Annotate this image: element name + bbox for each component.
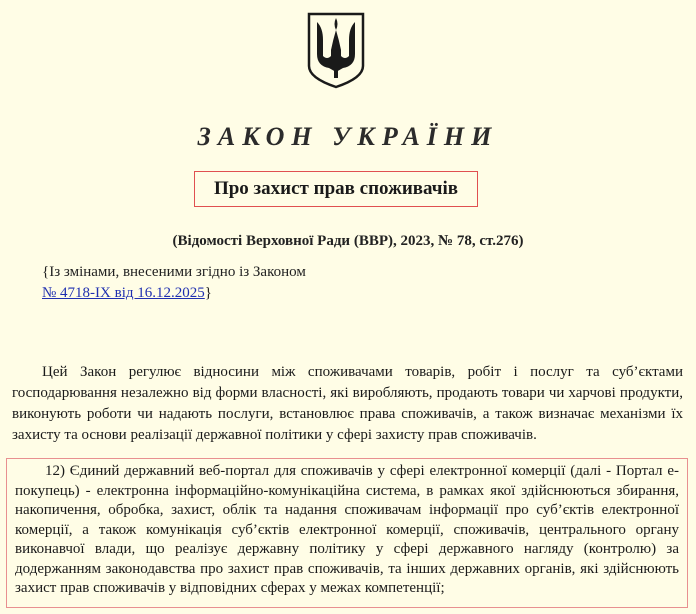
preamble-paragraph: Цей Закон регулює відносини між споживачами товарів, робіт і послуг та суб’єктами господарювання незалежно від форми власності, які виробляють, продають товари чи харчові продукти, виконують роботи чи надають послуги, встановлює права споживачів, а також визначає механізми їх захисту та основи реалізації державної політики у сфері захисту прав споживачів. — [12, 364, 683, 443]
publication-source: (Відомості Верховної Ради (ВВР), 2023, № 78, ст.276) — [172, 233, 524, 249]
amendment-law-link[interactable]: № 4718-IX від 16.12.2025 — [42, 285, 205, 301]
law-title: ЗАКОН УКРАЇНИ — [197, 122, 499, 151]
amendments-suffix: } — [204, 285, 212, 301]
highlighted-definition — [6, 458, 688, 608]
law-subtitle: Про захист прав споживачів — [194, 171, 478, 207]
amendments-note — [42, 262, 442, 304]
tryzub-icon — [305, 10, 367, 90]
amendments-prefix: {Із змінами, внесеними згідно із Законом — [42, 264, 306, 280]
coat-of-arms — [305, 10, 367, 90]
definition-item-12: 12) Єдиний державний веб-портал для споживачів у сфері електронної комерції (далі - Портал е-покупець) - електронна інформаційно-комунікаційна система, в рамках якої здійснюються збирання, накопичення, обробка, захист, облік та надання споживачам інформації про суб’єктів електронної комерції, а також комунікація суб’єктів електронної комерції, споживачів, центрального органу виконавчої влади, що реалізує державну політику у сфері державного нагляду (контролю) за додержанням законодавства про захист прав споживачів, та інших державних органів, які здійснюють захист прав споживачів у відповідних сферах у межах компетенції; — [15, 463, 679, 596]
